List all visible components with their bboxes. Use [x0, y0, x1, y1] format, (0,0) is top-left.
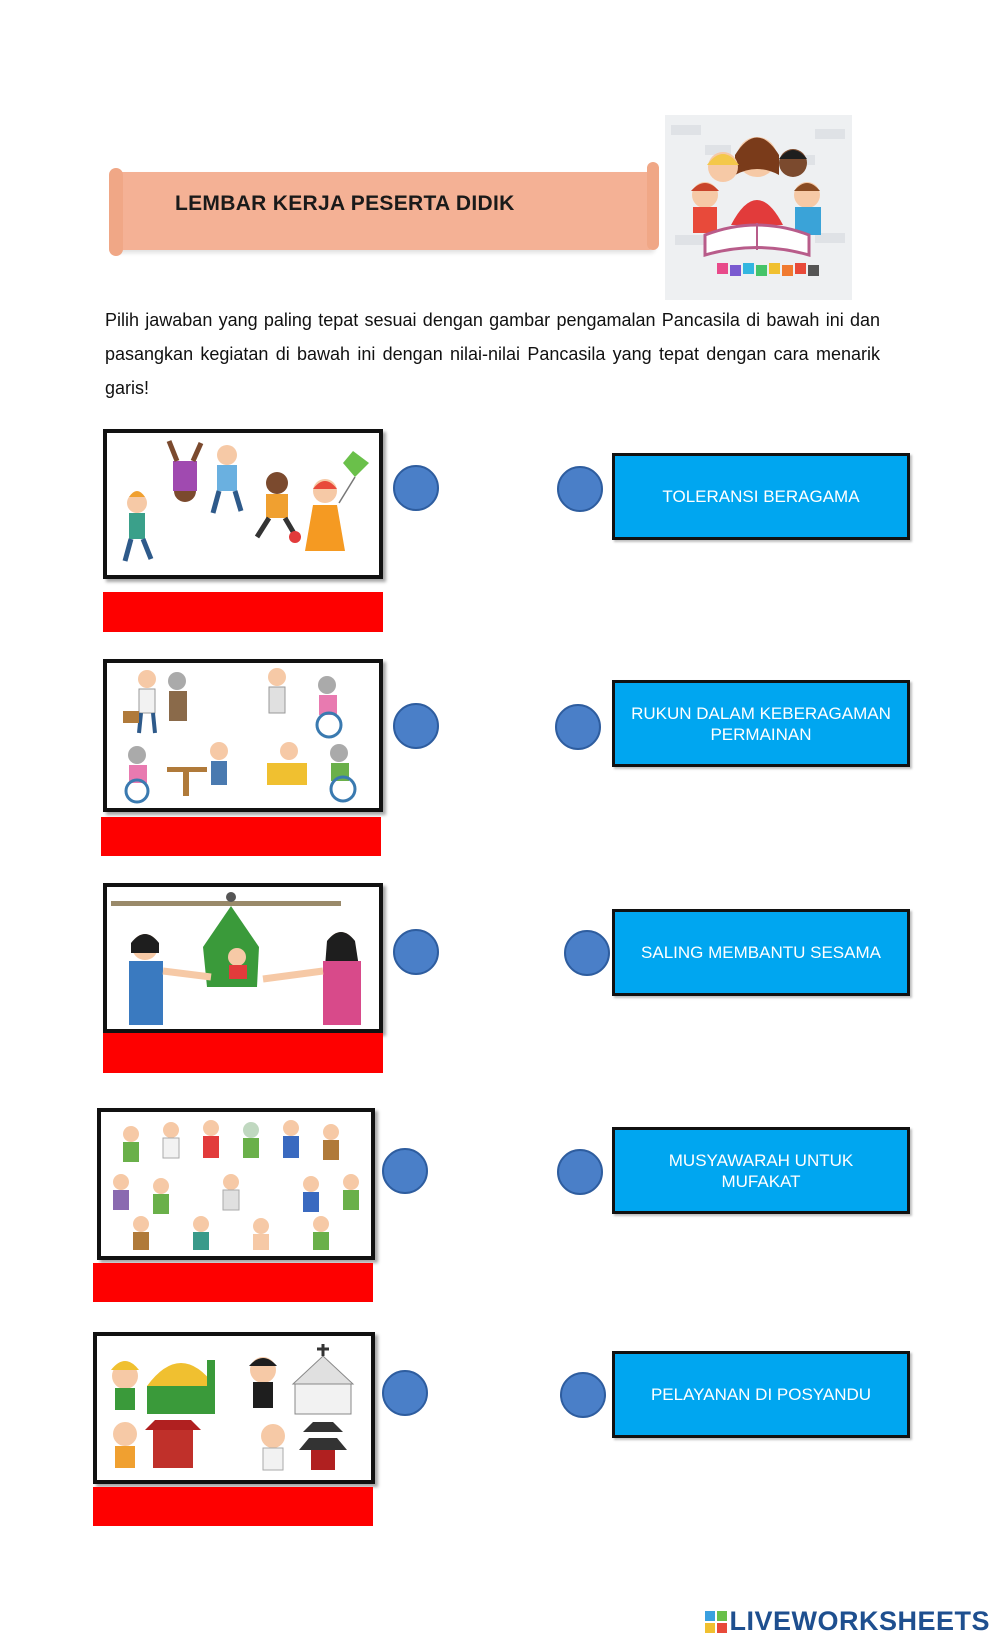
teaching-illustration [665, 115, 852, 300]
match-dot-right-1[interactable] [557, 466, 603, 512]
instructions-text: Pilih jawaban yang paling tepat sesuai dengan gambar pengamalan Pancasila di bawah ini dan pasangkan kegiatan di bawah ini dengan nilai-nilai Pancasila yang tepat dengan cara menarik garis! [105, 310, 880, 398]
picture-places-of-worship [93, 1332, 375, 1484]
places-of-worship-icon [97, 1336, 371, 1480]
value-option-5[interactable]: PELAYANAN DI POSYANDU [612, 1351, 910, 1438]
worksheet-title: LEMBAR KERJA PESERTA DIDIK [175, 192, 515, 215]
liveworksheets-logo [705, 1606, 990, 1637]
caring-elderly-icon [107, 663, 379, 808]
posyandu-weighing-icon [107, 887, 379, 1029]
brand-name: LIVEWORKSHEETS [729, 1606, 990, 1636]
answer-box-1[interactable] [103, 592, 383, 632]
answer-box-2[interactable] [101, 817, 381, 856]
answer-box-4[interactable] [93, 1263, 373, 1302]
match-dot-left-5[interactable] [382, 1370, 428, 1416]
match-dot-left-4[interactable] [382, 1148, 428, 1194]
picture-caring-elderly [103, 659, 383, 812]
children-playing-icon [107, 433, 379, 575]
answer-box-3[interactable] [103, 1033, 383, 1073]
worksheet-grid-icon [705, 1611, 727, 1633]
picture-children-playing [103, 429, 383, 579]
answer-box-5[interactable] [93, 1487, 373, 1526]
value-option-4[interactable]: MUSYAWARAH UNTUK MUFAKAT [612, 1127, 910, 1214]
title-banner [113, 172, 653, 250]
value-option-2[interactable]: RUKUN DALAM KEBERAGAMAN PERMAINAN [612, 680, 910, 767]
village-meeting-icon [101, 1112, 371, 1256]
match-dot-right-4[interactable] [557, 1149, 603, 1195]
picture-village-meeting [97, 1108, 375, 1260]
picture-posyandu-weighing [103, 883, 383, 1033]
match-dot-left-3[interactable] [393, 929, 439, 975]
value-option-3[interactable]: SALING MEMBANTU SESAMA [612, 909, 910, 996]
match-dot-right-2[interactable] [555, 704, 601, 750]
match-dot-left-2[interactable] [393, 703, 439, 749]
match-dot-right-3[interactable] [564, 930, 610, 976]
value-option-1[interactable]: TOLERANSI BERAGAMA [612, 453, 910, 540]
match-dot-right-5[interactable] [560, 1372, 606, 1418]
match-dot-left-1[interactable] [393, 465, 439, 511]
